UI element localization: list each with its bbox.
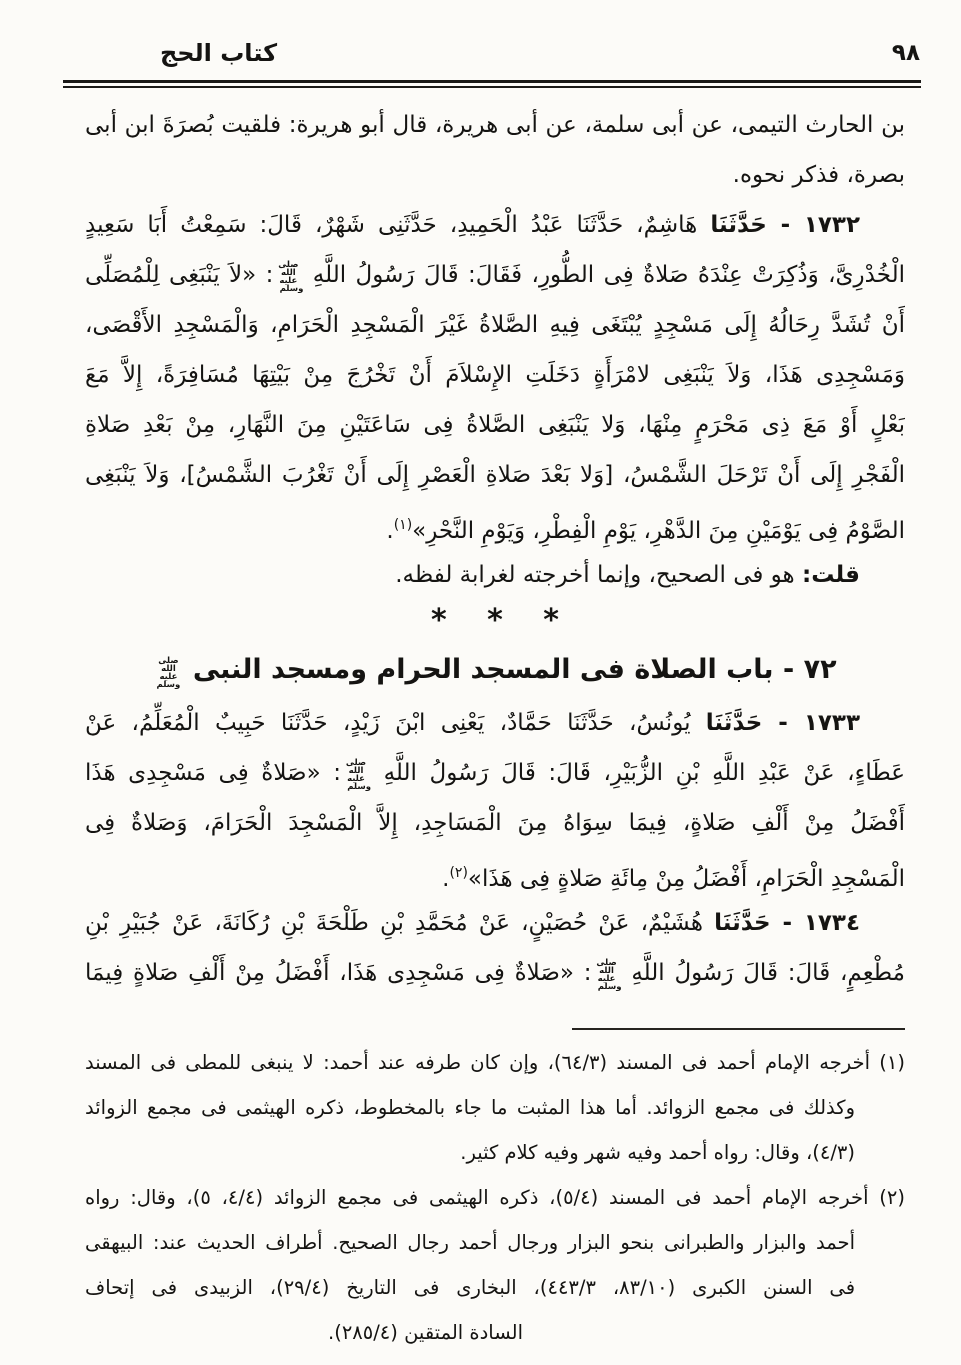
page-number: ٩٨ [891, 40, 920, 66]
footnote-line: وكذلك فى مجمع الزوائد. أما هذا المثبت ما جاء بالمخطوط، ذكره الهيثمى فى مجمع الزوائد [85, 1096, 855, 1119]
footnotes-divider [572, 1028, 905, 1030]
footnote-line: فى السنن الكبرى (٨٣/١٠، ٤٤٣/٣)، البخارى فى التاريخ (٢٩/٤)، الزبيدى فى إتحاف [85, 1276, 856, 1299]
chapter-title: ٧٢ - باب الصلاة فى المسجد الحرام ومسجد النبى [183, 654, 837, 685]
page-header [160, 30, 920, 76]
hadith-text: : «صَلاةٌ فِى مَسْجِدِى هَذَا [85, 760, 342, 786]
footnote-reference: (٢) [449, 865, 468, 881]
text-line [85, 500, 905, 550]
hadith-text: . [386, 518, 394, 544]
book-title: كتاب الحج [160, 39, 278, 67]
footnote-line: (١) أخرجه الإمام أحمد فى المسند (٦٤/٣)، وإن كان طرفه عند أحمد: لا ينبغى للمطى فى المسند [85, 1051, 905, 1074]
saw-symbol: صلى الله عليه وسلم [156, 656, 181, 690]
text-line [85, 748, 905, 798]
hadith-text: الْمَسْجِدِ الْحَرَامِ، أَفْضَلُ مِنْ مِائَةِ صَلاةٍ فِى هَذَا» [467, 866, 905, 892]
hadith-text: الصَّوْمُ فِى يَوْمَيْنِ مِنَ الدَّهْرِ، يَوْمِ الْفِطْرِ، وَيَوْمِ النَّحْرِ» [412, 518, 905, 544]
footnote-2 [85, 1175, 905, 1355]
text-line: الْفَجْرِ إِلَى أَنْ تَرْحَلَ الشَّمْسُ، [وَلا بَعْدَ صَلاةِ الْعَصْرِ إِلَى أَنْ تَغْرُبَ الشَّمْسُ]، وَلاَ يَنْبَغِى [85, 462, 905, 488]
text-line: بن الحارث التيمى، عن أبى سلمة، عن أبى هريرة، قال أبو هريرة: فلقيت بُصرَةَ ابن أبى [85, 112, 905, 138]
intro-paragraph [85, 100, 905, 200]
text-line: بصرة، فذكر نحوه. [732, 162, 905, 188]
text-line [85, 200, 905, 250]
hadith-number: ١٧٣٣ - حَدَّثَنَا [705, 710, 860, 736]
footnote-line: (٤/٣)، وقال: رواه أحمد وفيه شهر وفيه كلام كثير. [460, 1141, 855, 1164]
body-text [85, 100, 905, 998]
saw-symbol: صلى الله عليه وسلم [278, 260, 304, 294]
text-line: أَفْضَلُ مِنْ أَلْفِ صَلاةٍ، فِيمَا سِوَاهُ مِنَ الْمَسَاجِدِ، إِلاَّ الْمَسْجِدَ الْحَرَامَ، وَصَلاةٌ فِى [85, 810, 905, 836]
text-line [85, 250, 905, 300]
hadith-1734 [85, 898, 905, 998]
footnote-reference: (١) [393, 517, 413, 533]
saw-symbol: صلى الله عليه وسلم [596, 958, 622, 992]
section-separator-stars: * * * [431, 603, 559, 638]
qultu-comment [85, 550, 905, 600]
qultu-label: قلت: [802, 562, 860, 588]
footnote-line: أحمد والبزار والطبرانى بنحو البزار ورجال أحمد رجال الصحيح. أطراف الحديث عند: البيهقى [85, 1231, 855, 1254]
header-rule [63, 80, 921, 88]
text-line [85, 698, 905, 748]
hadith-text: هُشَيْمٌ، عَنْ حُصَيْنٍ، عَنْ مُحَمَّدِ بْنِ طَلْحَةَ بْنِ رُكَانَةَ، عَنْ جُبَيْرِ بْنِ [85, 910, 715, 936]
hadith-text: . [442, 866, 450, 892]
hadith-1732 [85, 200, 905, 550]
footnote-line: (٢) أخرجه الإمام أحمد فى المسند (٥/٤)، ذكره الهيثمى فى مجمع الزوائد (٤/٤، ٥)، وقال: رواه [85, 1186, 905, 1209]
hadith-text: يُونُسُ، حَدَّثَنَا حَمَّادٌ، يَعْنِى ابْنَ زَيْدٍ، حَدَّثَنَا حَبِيبٌ الْمُعَلِّمُ، عَنْ [85, 710, 706, 736]
footnotes [85, 1040, 905, 1355]
hadith-number: ١٧٣٢ - حَدَّثَنَا [710, 212, 860, 238]
text-line [85, 848, 905, 898]
text-line: بَعْلٍ أَوْ مَعَ ذِى مَحْرَمٍ مِنْهَا، وَلا يَنْبَغِى الصَّلاةُ فِى سَاعَتَيْنِ مِنَ النَّهَارِ، مِنْ بَعْدِ صَلاةِ [85, 412, 905, 438]
hadith-text: الْخُدْرِىَّ، وَذُكِرَتْ عِنْدَهُ صَلاةٌ فِى الطُّورِ، فَقَالَ: قَالَ رَسُولُ اللَّهِ [303, 262, 905, 288]
text-line [85, 948, 905, 998]
text-line: أَنْ تُشَدَّ رِحَالُهُ إِلَى مَسْجِدٍ يُبْتَغَى فِيهِ الصَّلاةُ غَيْرَ الْمَسْجِدِ الْحَرَامِ، وَالْمَسْجِدِ الأَقْصَى، [85, 312, 905, 338]
hadith-number: ١٧٣٤ - حَدَّثَنَا [714, 910, 860, 936]
hadith-text: عَطَاءٍ، عَنْ عَبْدِ اللَّهِ بْنِ الزُّبَيْرِ، قَالَ: قَالَ رَسُولُ اللَّهِ [371, 760, 905, 786]
text-line: وَمَسْجِدِى هَذَا، وَلاَ يَنْبَغِى لامْرَأَةٍ دَخَلَتِ الإِسْلاَمَ أَنْ تَخْرُجَ مِنْ بَيْتِهَا مُسَافِرَةً، إِلاَّ مَعَ [85, 362, 905, 388]
hadith-text: مُطْعِمٍ، قَالَ: قَالَ رَسُولُ اللَّهِ [621, 960, 905, 986]
text-line [85, 898, 905, 948]
hadith-1733 [85, 698, 905, 898]
chapter-heading [85, 642, 905, 698]
saw-symbol: صلى الله عليه وسلم [345, 758, 372, 792]
hadith-text: : «صَلاةٌ فِى مَسْجِدِى هَذَا، أَفْضَلُ مِنْ أَلْفِ صَلاةٍ فِيمَا [85, 960, 592, 986]
hadith-text: هَاشِمٌ، حَدَّثَنَا عَبْدُ الْحَمِيدِ، حَدَّثَنِى شَهْرٌ، قَالَ: سَمِعْتُ أَبَا سَعِيدٍ [85, 212, 711, 238]
footnote-1 [85, 1040, 905, 1175]
footnote-line: السادة المتقين (٢٨٥/٤). [328, 1321, 523, 1344]
hadith-text: : «لاَ يَنْبَغِى لِلْمُصَلِّى [85, 262, 274, 288]
qultu-text: هو فى الصحيح، وإنما أخرجته لغرابة لفظه. [395, 562, 802, 588]
